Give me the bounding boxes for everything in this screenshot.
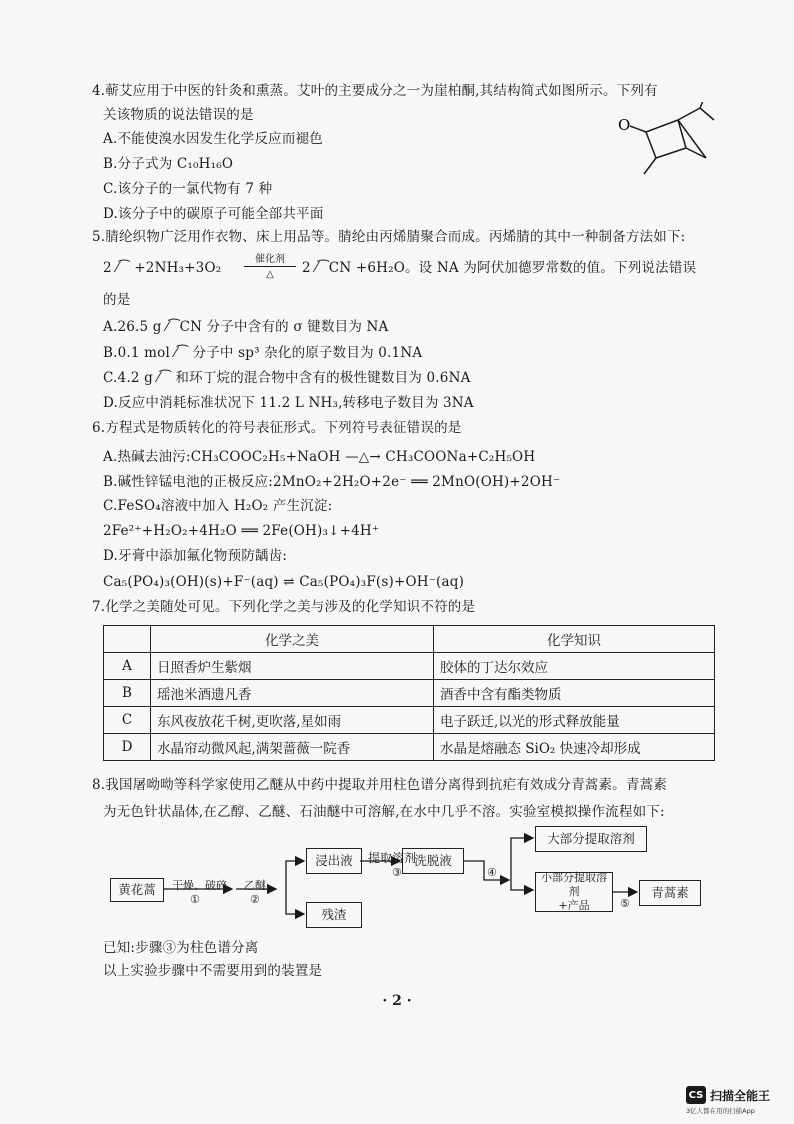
flow-node-solvent-product (535, 872, 613, 912)
flow-step-number-5: ⑤ (620, 897, 630, 910)
flow-step-number-4: ④ (487, 866, 497, 879)
q5-equation-left: 2 ⁄⁀ +2NH₃+3O₂ (103, 260, 222, 276)
flow-label-step2: 乙醚 (244, 879, 266, 892)
scanner-app-tagline: 3亿人都在用的扫描App (686, 1107, 755, 1115)
table-cell: 东风夜放花千树,更吹落,星如雨 (151, 707, 434, 734)
table-cell: 电子跃迁,以光的形式释放能量 (434, 707, 715, 734)
flow-label-step1: 干燥、破碎 (172, 879, 227, 892)
table-cell: 酒香中含有酯类物质 (434, 680, 715, 707)
carbonyl-oxygen-label: O (618, 116, 631, 134)
flow-step-number-2: ② (250, 893, 260, 906)
flow-label-step3: 提取溶剂 (368, 851, 417, 865)
scanner-app-name: 扫描全能王 (710, 1088, 771, 1103)
q8-known: 已知:步骤③为柱色谱分离 (103, 940, 259, 956)
table-cell: 胶体的丁达尔效应 (434, 653, 715, 680)
q6-option-c: C.FeSO₄溶液中加入 H₂O₂ 产生沉淀: (103, 498, 333, 514)
q6-stem: 6.方程式是物质转化的符号表征形式。下列符号表征错误的是 (92, 420, 462, 436)
q5-equation-right: 2 ⁄⁀CN +6H₂O。设 NA 为阿伏加德罗常数的值。下列说法错误 (302, 260, 697, 276)
page-number: · 2 · (382, 993, 412, 1009)
q5-option-c: C.4.2 g ⁄⁀ 和环丁烷的混合物中含有的极性键数目为 0.6NA (103, 370, 471, 386)
scanner-watermark (686, 1086, 770, 1104)
table-header-cell: 化学之美 (151, 626, 434, 653)
q5-catalyst-label: 催化剂 (255, 254, 285, 265)
q4-stem-line1: 4.蕲艾应用于中医的针灸和熏蒸。艾叶的主要成分之一为崖柏酮,其结构简式如图所示。下列有 (92, 83, 658, 99)
q4-option-d: D.该分子中的碳原子可能全部共平面 (103, 206, 324, 222)
q5-option-a: A.26.5 g ⁄⁀CN 分子中含有的 σ 键数目为 NA (103, 319, 389, 335)
q4-option-a: A.不能使溴水因发生化学反应而褪色 (103, 131, 323, 147)
table-cell: A (104, 653, 151, 680)
table-cell: D (104, 734, 151, 761)
flow-node-artemisinin: 青蒿素 (639, 880, 701, 906)
flow-node-extract: 浸出液 (306, 848, 362, 874)
q6-option-b: B.碱性锌锰电池的正极反应:2MnO₂+2H₂O+2e⁻ ══ 2MnO(OH)+2OH⁻ (103, 474, 561, 490)
flow-node-eluate: 洗脱液 (402, 848, 464, 874)
table-header-cell: 化学知识 (434, 626, 715, 653)
table-cell: 瑶池米酒遗凡香 (151, 680, 434, 707)
q4-stem-line2: 关该物质的说法错误的是 (103, 107, 254, 123)
flow-node-solvent-product-line1: 小部分提取溶剂 (541, 871, 607, 898)
q5-heat-label: △ (266, 269, 274, 280)
q5-option-d: D.反应中消耗标准状况下 11.2 L NH₃,转移电子数目为 3NA (103, 395, 474, 411)
q6-option-d-equation: Ca₅(PO₄)₃(OH)(s)+F⁻(aq) ⇌ Ca₅(PO₄)₃F(s)+OH⁻(aq) (103, 574, 465, 590)
q4-option-b: B.分子式为 C₁₀H₁₆O (103, 156, 234, 172)
table-cell: 日照香炉生紫烟 (151, 653, 434, 680)
q5-option-b: B.0.1 mol ⁄⁀ 分子中 sp³ 杂化的原子数目为 0.1NA (103, 345, 423, 361)
table-cell: 水晶是熔融态 SiO₂ 快速冷却形成 (434, 734, 715, 761)
flow-step-number-1: ① (190, 893, 200, 906)
q5-stem-line1: 5.腈纶织物广泛用作衣物、床上用品等。腈纶由丙烯腈聚合而成。丙烯腈的其中一种制备方法如下: (92, 229, 686, 245)
q4-option-c: C.该分子的一氯代物有 7 种 (103, 181, 273, 197)
q5-stem-line3: 的是 (103, 292, 131, 308)
camscanner-logo-icon: CS (686, 1086, 706, 1104)
q8-stem-line2: 为无色针状晶体,在乙醇、乙醚、石油醚中可溶解,在水中几乎不溶。实验室模拟操作流程如下: (103, 804, 665, 820)
table-cell: 水晶帘动微风起,满架蔷薇一院香 (151, 734, 434, 761)
table-cell: B (104, 680, 151, 707)
flow-node-residue: 残渣 (306, 902, 362, 928)
flow-node-bulk-solvent: 大部分提取溶剂 (535, 826, 647, 852)
q6-option-c-equation: 2Fe²⁺+H₂O₂+4H₂O ══ 2Fe(OH)₃↓+4H⁺ (103, 523, 380, 539)
q6-option-a: A.热碱去油污:CH₃COOC₂H₅+NaOH —△→ CH₃COONa+C₂H₅OH (103, 449, 536, 465)
flow-node-start: 黄花蒿 (110, 878, 164, 902)
q8-stem-line1: 8.我国屠呦呦等科学家使用乙醚从中药中提取并用柱色谱分离得到抗疟有效成分青蒿素。青蒿素 (92, 777, 667, 793)
flow-step-number-3: ③ (392, 866, 402, 879)
table-cell: C (104, 707, 151, 734)
q6-option-d: D.牙膏中添加氟化物预防龋齿: (103, 548, 288, 564)
flow-node-solvent-product-line2: +产品 (558, 899, 590, 912)
q8-question: 以上实验步骤中不需要用到的装置是 (103, 963, 323, 979)
q7-stem: 7.化学之美随处可见。下列化学之美与涉及的化学知识不符的是 (92, 599, 476, 615)
